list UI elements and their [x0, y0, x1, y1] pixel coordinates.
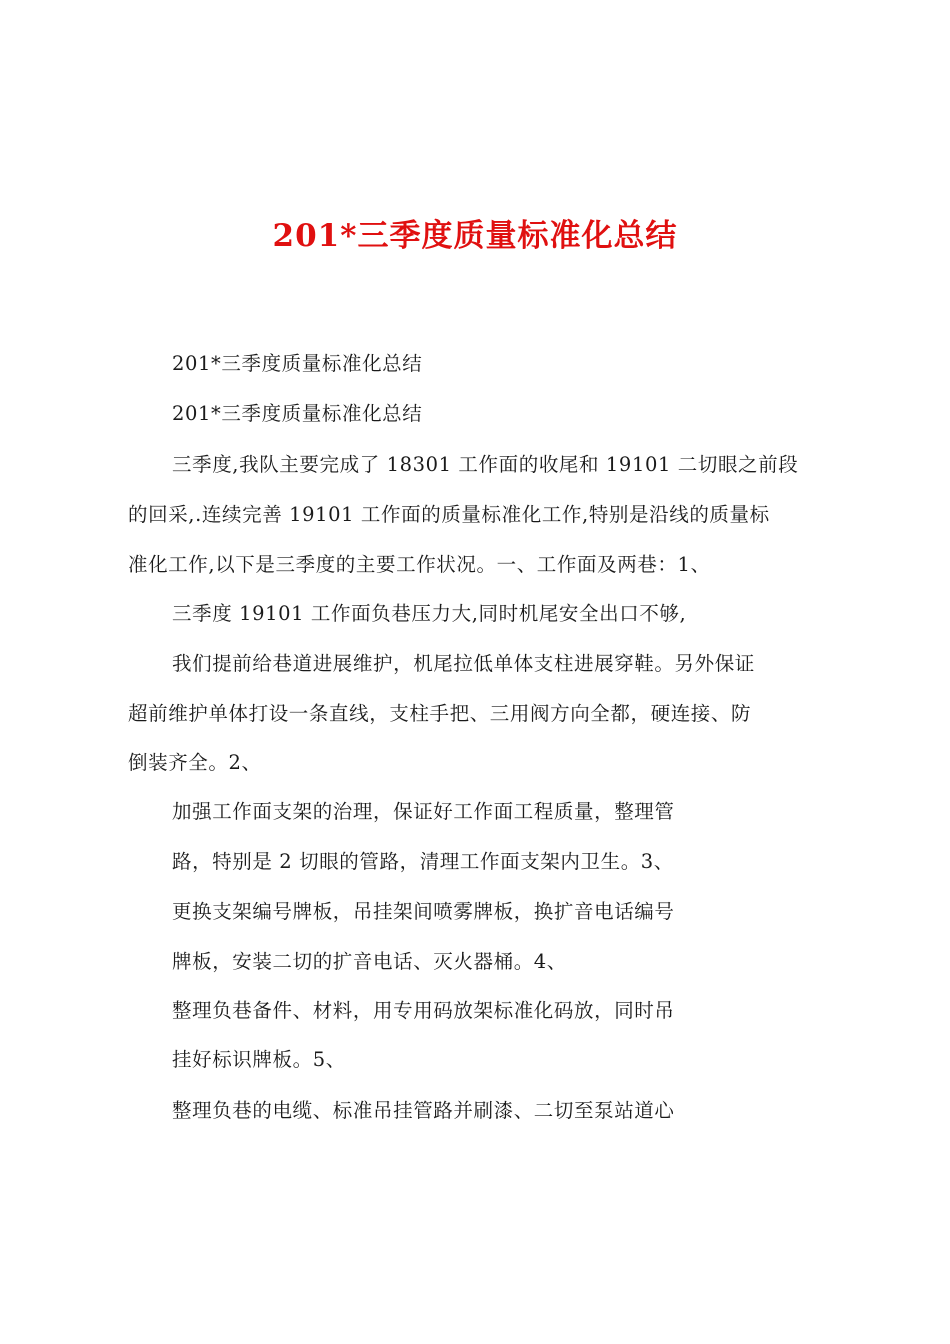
body-line-15: 挂好标识牌板。5、 — [172, 1048, 346, 1071]
body-line-13: 牌板，安装二切的扩音电话、灭火器桶。4、 — [172, 950, 567, 973]
body-line-9: 倒装齐全。2、 — [128, 751, 262, 774]
body-line-11: 路，特别是 2 切眼的管路，清理工作面支架内卫生。3、 — [172, 850, 674, 873]
body-line-10: 加强工作面支架的治理，保证好工作面工程质量，整理管 — [172, 800, 675, 823]
document-title: 201*三季度质量标准化总结 — [272, 218, 678, 254]
body-line-3: 三季度,我队主要完成了 18301 工作面的收尾和 19101 二切眼之前段 — [172, 453, 799, 476]
body-line-16: 整理负巷的电缆、标准吊挂管路并刷漆、二切至泵站道心 — [172, 1099, 675, 1122]
body-line-8: 超前维护单体打设一条直线，支柱手把、三用阀方向全都，硬连接、防 — [128, 702, 752, 725]
body-line-2: 201*三季度质量标准化总结 — [172, 402, 423, 425]
body-line-5: 准化工作,以下是三季度的主要工作状况。一、工作面及两巷：1、 — [128, 553, 711, 576]
body-line-1: 201*三季度质量标准化总结 — [172, 352, 423, 375]
body-line-4: 的回采,.连续完善 19101 工作面的质量标准化工作,特别是沿线的质量标 — [128, 503, 770, 526]
body-line-6: 三季度 19101 工作面负巷压力大,同时机尾安全出口不够, — [172, 602, 687, 625]
body-line-7: 我们提前给巷道进展维护，机尾拉低单体支柱进展穿鞋。另外保证 — [172, 652, 755, 675]
body-line-14: 整理负巷备件、材料，用专用码放架标准化码放，同时吊 — [172, 999, 675, 1022]
body-line-12: 更换支架编号牌板，吊挂架间喷雾牌板，换扩音电话编号 — [172, 900, 675, 923]
